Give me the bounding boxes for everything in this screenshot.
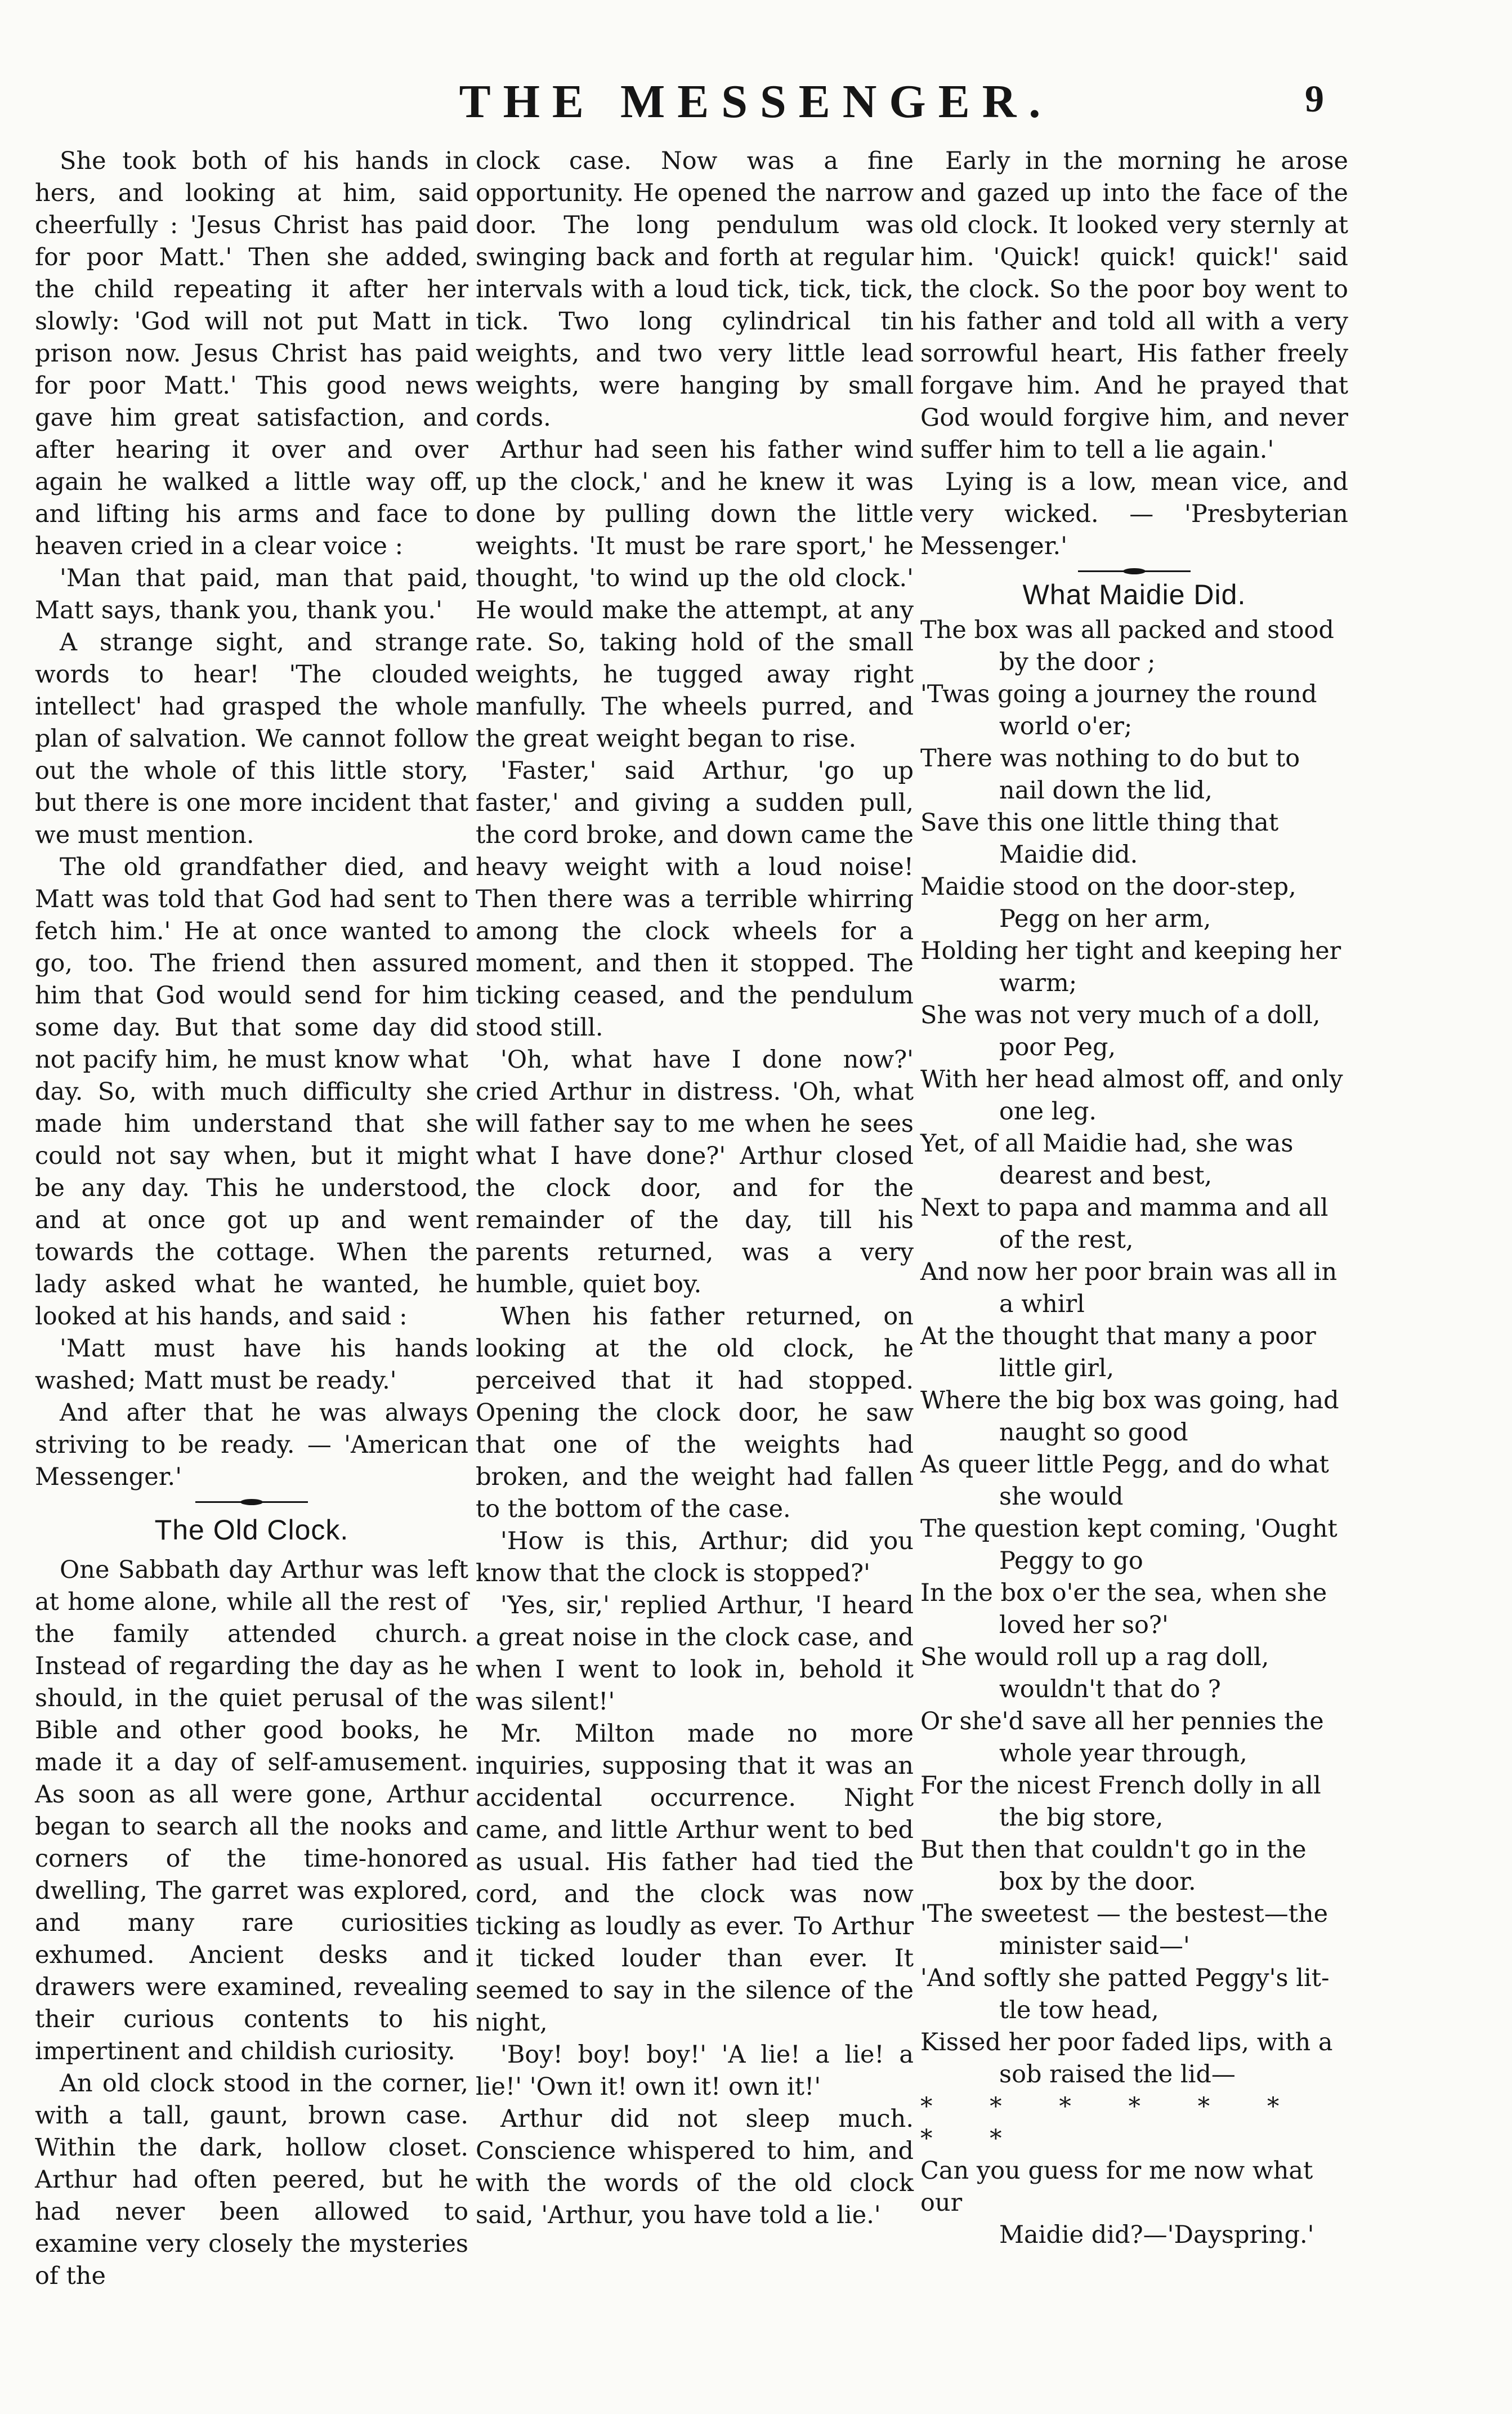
poem-line: Kissed her poor faded lips, with a xyxy=(920,2028,1333,2056)
story-paragraph: She took both of his hands in hers, and looking at him, said cheerfully : 'Jesus Christ has paid for poor Matt.' Then she added, the child repeating it after her slowly: 'God will not put Matt in prison now. Jesus Christ has paid for poor Matt.' This good news gave him great satisfaction, and after hearing it over and over again he walked a little way off, and lifting his arms and face to heaven cried in a clear voice : xyxy=(35,147,468,560)
article-paragraph: One Sabbath day Arthur was left at home alone, while all the rest of the family attended church. Instead of regarding the day as he should, in the quiet perusal of the Bible and other good books, he made it a day of self-amusement. As soon as all were gone, Arthur began to search all the nooks and corners of the time-honored dwelling, The garret was explored, and many rare curiosities exhumed. Ancient desks and drawers were examined, revealing their curious contents to his impertinent and childish curiosity. xyxy=(35,1556,468,2065)
poem-verse xyxy=(920,1064,1348,1128)
article-paragraph: Arthur had seen his father wind up the clock,' and he knew it was done by pulling down the little weights. 'It must be rare sport,' he thought, 'to wind up the old clock.' He would make the attempt, at any rate. So, taking hold of the small weights, he tugged away right manfully. The wheels purred, and the great weight began to rise. xyxy=(476,436,914,753)
masthead-title: THE MESSENGER. xyxy=(459,75,1053,128)
poem-verse xyxy=(920,1834,1348,1898)
article-paragraph: 'How is this, Arthur; did you know that the clock is stopped?' xyxy=(476,1527,914,1587)
poem-line: whole year through, xyxy=(999,1739,1247,1768)
poem-verse xyxy=(920,1385,1348,1449)
article-paragraph: When his father returned, on looking at the old clock, he perceived that it had stopped. Opening the clock door, he saw that one of the weights had broken, and the weight had fallen to the bottom of the case. xyxy=(476,1302,914,1523)
poem-line: Peggy to go xyxy=(999,1547,1143,1575)
story-paragraph: A strange sight, and strange words to hear! 'The clouded intellect' had grasped the whole plan of salvation. We cannot follow out the whole of this little story, but there is one more incident that we must mention. xyxy=(35,628,468,849)
poem-line: warm; xyxy=(999,969,1077,997)
page-header xyxy=(0,74,1512,136)
poem-line: loved her so?' xyxy=(999,1611,1169,1639)
poem-line: Next to papa and mamma and all xyxy=(920,1194,1328,1222)
article-paragraph: 'Yes, sir,' replied Arthur, 'I heard a great noise in the clock case, and when I went to look in, behold it was silent!' xyxy=(476,1591,914,1716)
poem-verse xyxy=(920,1128,1348,1192)
poem-line: She would roll up a rag doll, xyxy=(920,1643,1269,1671)
poem-line: the big store, xyxy=(999,1804,1164,1832)
poem-line: by the door ; xyxy=(999,648,1156,676)
article-paragraph: 'Oh, what have I done now?' cried Arthur in distress. 'Oh, what will father say to me when he sees what I have done?' Arthur closed the clock door, and for the remainder of the day, till his parents returned, was a very humble, quiet boy. xyxy=(476,1046,914,1299)
poem-verse xyxy=(920,807,1348,871)
poem-line: 'The sweetest — the bestest—the xyxy=(920,1900,1328,1928)
poem-verse xyxy=(920,743,1348,807)
poem-verse xyxy=(920,1320,1348,1385)
story-paragraph: 'Man that paid, man that paid, Matt says, thank you, thank you.' xyxy=(35,564,468,624)
poem-verse xyxy=(920,871,1348,935)
poem-line: naught so good xyxy=(999,1418,1188,1447)
poem-verse xyxy=(920,679,1348,743)
poem-line: 'And softly she patted Peggy's lit- xyxy=(920,1964,1330,1992)
poem-line: With her head almost off, and only xyxy=(920,1065,1343,1094)
poem-line: She was not very much of a doll, xyxy=(920,1001,1321,1029)
article-paragraph: 'Faster,' said Arthur, 'go up faster,' and giving a sudden pull, the cord broke, and down came the heavy weight with a loud noise! Then there was a terrible whirring among the clock wheels for a moment, and then it stopped. The ticking ceased, and the pendulum stood still. xyxy=(476,757,914,1042)
poem-line: Can you guess for me now what our xyxy=(920,2157,1313,2217)
poem-line: For the nicest French dolly in all xyxy=(920,1772,1321,1800)
article-paragraph: Lying is a low, mean vice, and very wicked. — 'Presbyterian Messenger.' xyxy=(920,468,1348,560)
article-paragraph: An old clock stood in the corner, with a tall, gaunt, brown case. Within the dark, hollow closet. Arthur had often peered, but he had never been allowed to examine very closely the mysteries of the xyxy=(35,2069,468,2290)
poem-verse xyxy=(920,935,1348,999)
story-paragraph: The old grandfather died, and Matt was told that God had sent to fetch him.' He at once wanted to go, too. The friend then assured him that God would send for him some day. But that some day did not pacify him, he must know what day. So, with much difficulty she made him understand that she could not say when, but it might be any day. This he understood, and at once got up and went towards the cottage. When the lady asked what he wanted, he looked at his hands, and said : xyxy=(35,853,468,1331)
poem-line: The question kept coming, 'Ought xyxy=(920,1515,1337,1543)
poem-line: little girl, xyxy=(999,1354,1115,1382)
article-title-old-clock: The Old Clock. xyxy=(154,1514,349,1546)
poem-line: sob raised the lid— xyxy=(999,2060,1236,2089)
poem-line: Pegg on her arm, xyxy=(999,905,1211,933)
poem-verse xyxy=(920,1962,1348,2027)
poem-verse xyxy=(920,1898,1348,1962)
article-paragraph: Mr. Milton made no more inquiries, supposing that it was an accidental occurrence. Night came, and little Arthur went to bed as usual. His father had tied the cord, and the clock was now ticking as loudly as ever. To Arthur it ticked louder than ever. It seemed to say in the silence of the night, xyxy=(476,1720,914,2037)
article-paragraph: Early in the morning he arose and gazed up into the face of the old clock. It looked very sternly at him. 'Quick! quick! quick!' said the clock. So the poor boy went to his father and told all with a very sorrowful heart, His father freely forgave him. And he prayed that God would forgive him, and never suffer him to tell a lie again.' xyxy=(920,147,1348,464)
poem-verse xyxy=(920,1706,1348,1770)
section-divider xyxy=(195,1498,308,1506)
poem-line: Maidie did?—'Dayspring.' xyxy=(999,2221,1314,2249)
poem-title: What Maidie Did. xyxy=(1022,579,1246,610)
article-paragraph: clock case. Now was a fine opportunity. He opened the narrow door. The long pendulum was swinging back and forth at regular intervals with a loud tick, tick, tick, tick. Two long cylindrical tin weights, and two very little lead weights, were hanging by small cords. xyxy=(476,147,914,432)
poem-closing xyxy=(920,2155,1348,2251)
poem-line: poor Peg, xyxy=(999,1033,1116,1061)
page-number: 9 xyxy=(1305,77,1324,120)
section-divider xyxy=(1078,567,1191,575)
poem-line: a whirl xyxy=(999,1290,1085,1318)
poem-line: There was nothing to do but to xyxy=(920,744,1300,773)
poem-line: Save this one little thing that xyxy=(920,809,1279,837)
poem-line: Or she'd save all her pennies the xyxy=(920,1707,1324,1735)
poem-line: minister said—' xyxy=(999,1932,1190,1960)
poem-line: But then that couldn't go in the xyxy=(920,1836,1307,1864)
poem-line: 'Twas going a journey the round xyxy=(920,680,1317,708)
article-paragraph: Arthur did not sleep much. Conscience whispered to him, and with the words of the old clock said, 'Arthur, you have told a lie.' xyxy=(476,2105,914,2229)
poem-line: Holding her tight and keeping her xyxy=(920,937,1341,965)
poem-line: At the thought that many a poor xyxy=(920,1322,1316,1350)
column-3 xyxy=(920,145,1348,2251)
poem-line: In the box o'er the sea, when she xyxy=(920,1579,1327,1607)
poem-line: Maidie did. xyxy=(999,841,1138,869)
poem-verse xyxy=(920,2027,1348,2091)
poem-line: Maidie stood on the door-step, xyxy=(920,873,1296,901)
article-paragraph: 'Boy! boy! boy!' 'A lie! a lie! a lie!' 'Own it! own it! own it!' xyxy=(476,2041,914,2101)
poem-line: world o'er; xyxy=(999,712,1133,740)
poem-line: And now her poor brain was all in xyxy=(920,1258,1337,1286)
poem-line: dearest and best, xyxy=(999,1162,1213,1190)
poem-verse xyxy=(920,1577,1348,1641)
poem-verse xyxy=(920,1449,1348,1513)
story-paragraph: 'Matt must have his hands washed; Matt must be ready.' xyxy=(35,1335,468,1395)
poem-line: Yet, of all Maidie had, she was xyxy=(920,1130,1294,1158)
poem-line: Where the big box was going, had xyxy=(920,1386,1339,1415)
poem-line: one leg. xyxy=(999,1097,1097,1126)
poem-line: box by the door. xyxy=(999,1868,1196,1896)
poem-line: of the rest, xyxy=(999,1226,1134,1254)
story-paragraph: And after that he was always striving to be ready. — 'American Messenger.' xyxy=(35,1399,468,1491)
column-1 xyxy=(35,145,468,2292)
poem-verse xyxy=(920,999,1348,1064)
poem-verse xyxy=(920,1641,1348,1706)
poem-verse xyxy=(920,1513,1348,1577)
column-2 xyxy=(476,145,914,2232)
poem-line: nail down the lid, xyxy=(999,777,1213,805)
asterism-divider: * * * * * * * * xyxy=(920,2092,1304,2153)
poem-line: tle tow head, xyxy=(999,1996,1159,2024)
poem-verse xyxy=(920,614,1348,679)
poem-verse xyxy=(920,1770,1348,1834)
poem xyxy=(920,614,1348,2251)
poem-verse xyxy=(920,1256,1348,1320)
poem-line: she would xyxy=(999,1483,1124,1511)
poem-line: The box was all packed and stood xyxy=(920,616,1334,644)
poem-line: As queer little Pegg, and do what xyxy=(920,1451,1329,1479)
poem-verse xyxy=(920,1192,1348,1256)
poem-line: wouldn't that do ? xyxy=(999,1675,1221,1703)
